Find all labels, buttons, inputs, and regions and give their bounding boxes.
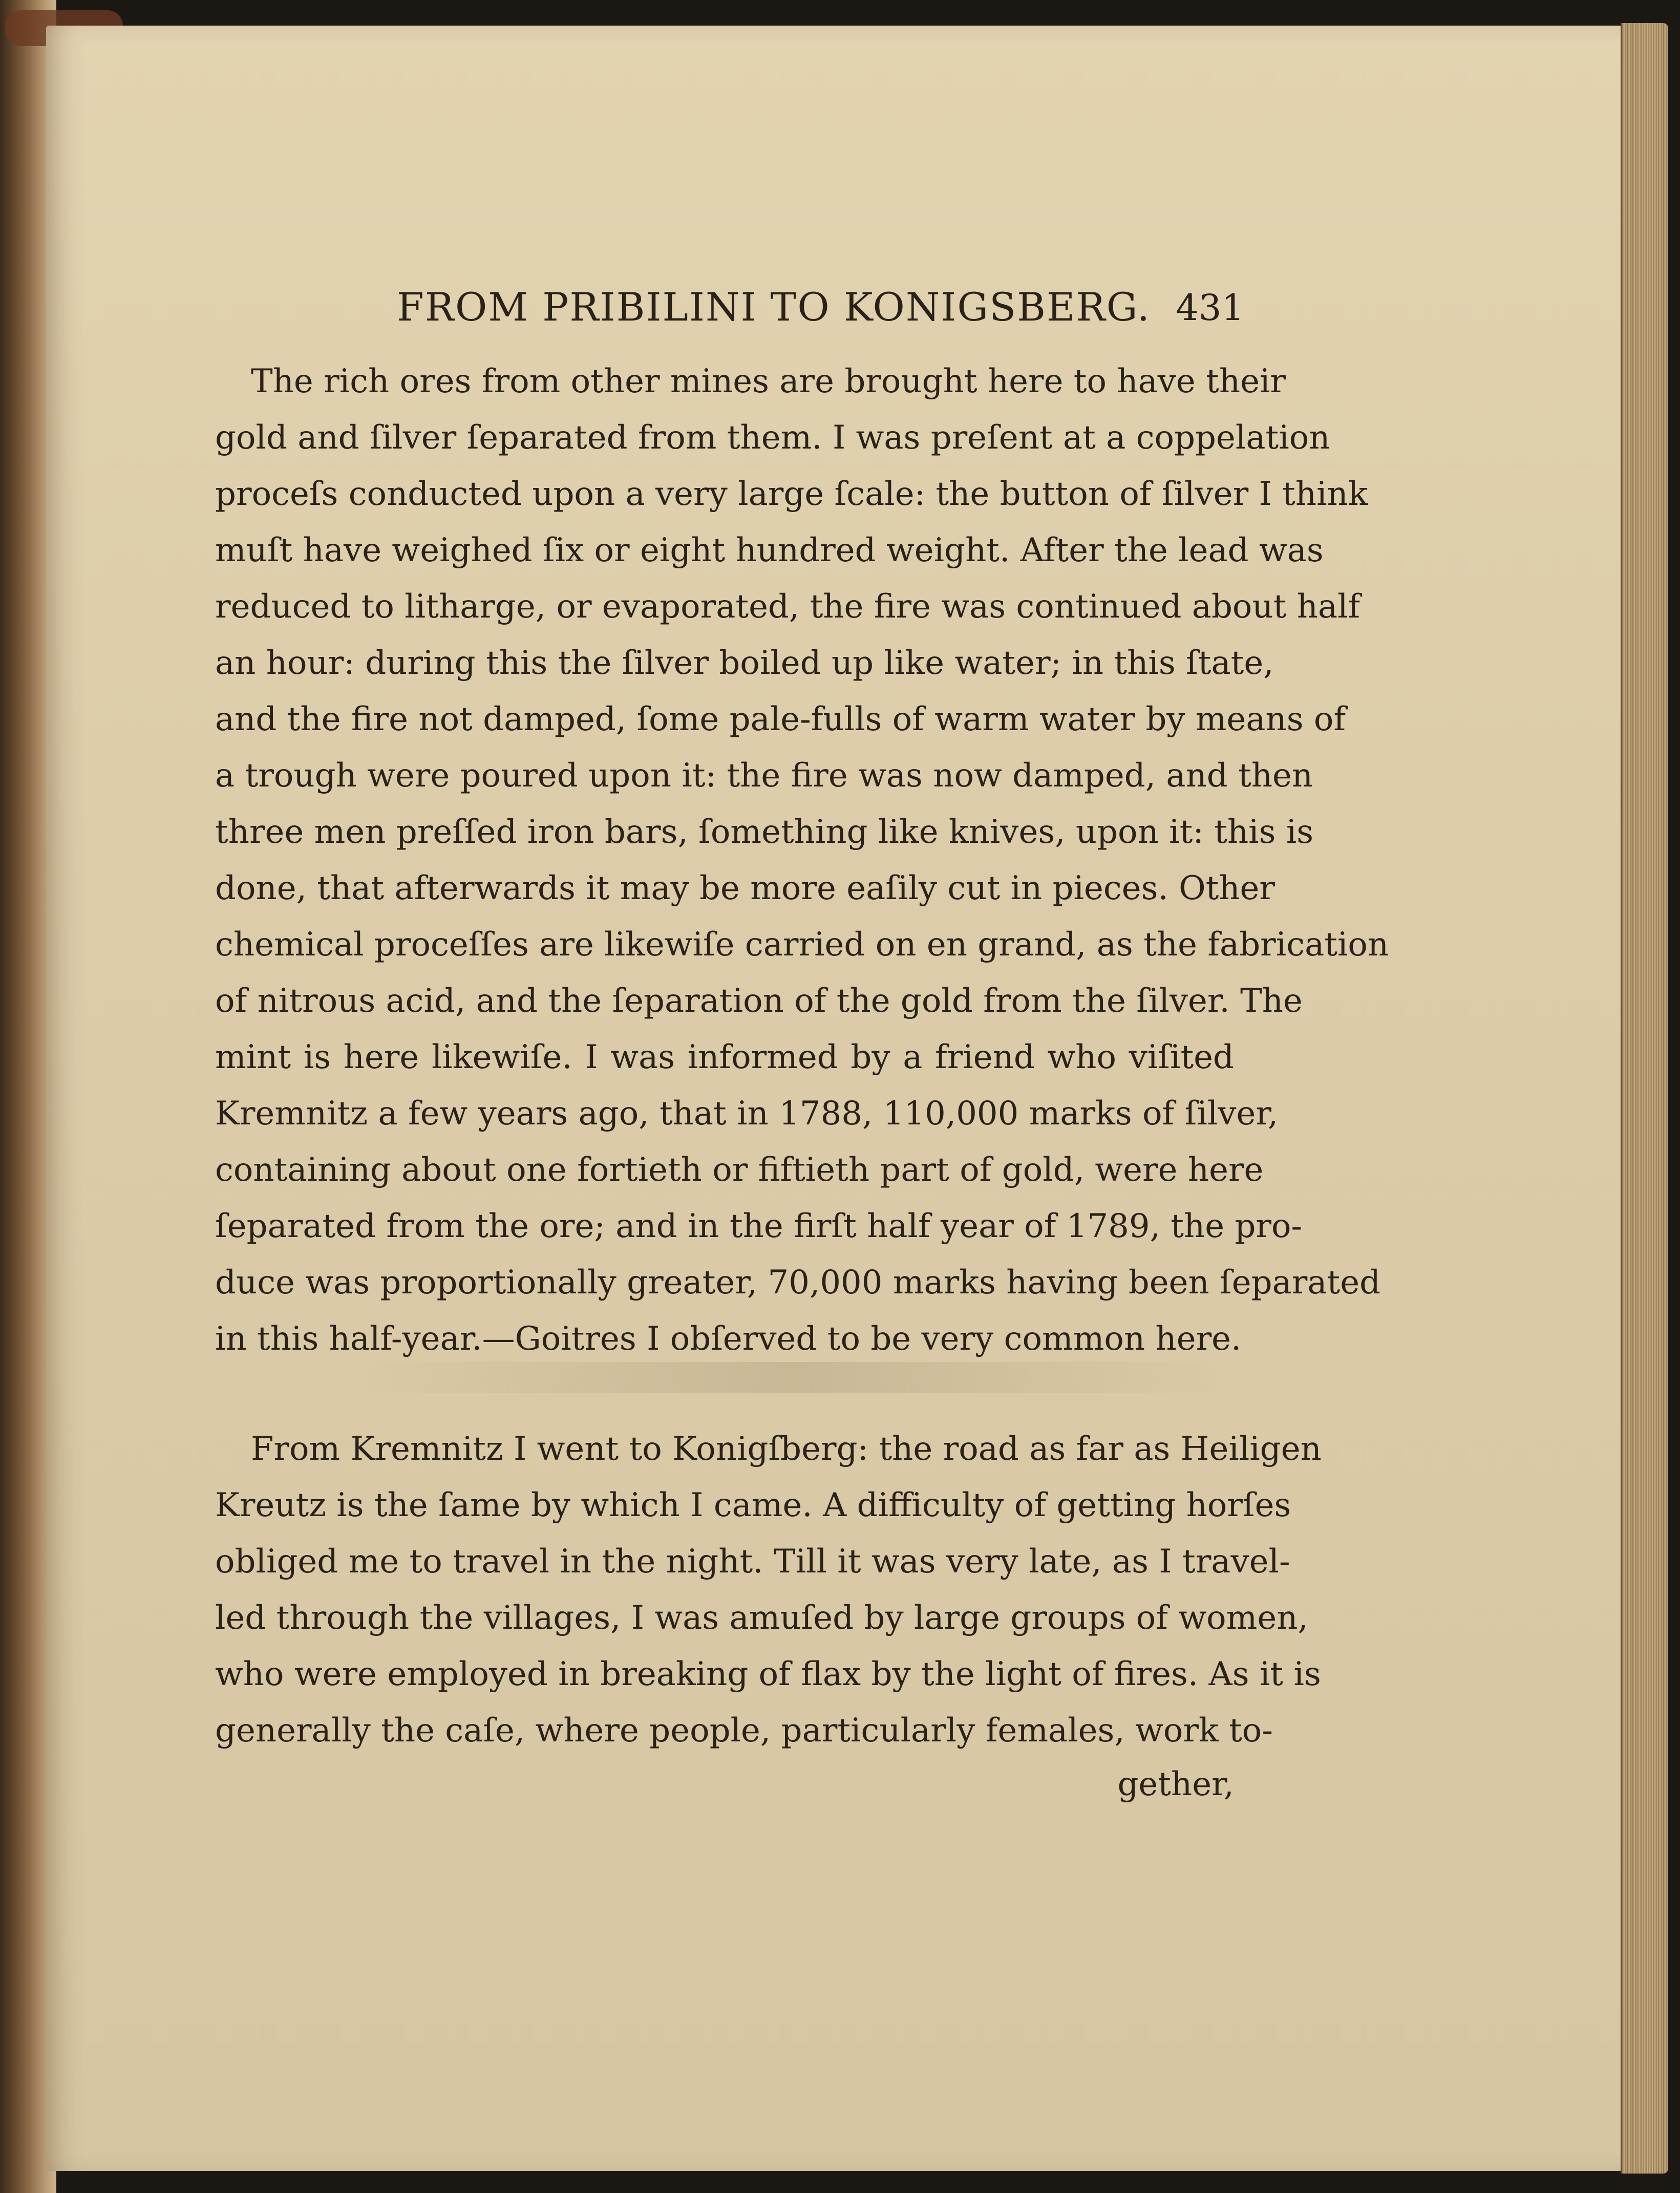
text-line: generally the caſe, where people, particularly females, work to- xyxy=(215,1712,1273,1750)
text-line: Kremnitz a few years ago, that in 1788, 110,000 marks of ſilver, xyxy=(215,1095,1279,1133)
text-line: three men preſſed iron bars, ſomething like knives, upon it: this is xyxy=(215,813,1314,851)
text-line: Kreutz is the ſame by which I came. A difficulty of getting horſes xyxy=(215,1486,1291,1524)
text-line: muſt have weighed ſix or eight hundred weight. After the lead was xyxy=(215,531,1324,569)
text-line: an hour: during this the ſilver boiled up like water; in this ſtate, xyxy=(215,644,1274,682)
page-edges xyxy=(1621,23,1668,2174)
text-line: containing about one fortieth or fiftieth part of gold, were here xyxy=(215,1151,1264,1189)
text-line: done, that afterwards it may be more eaſily cut in pieces. Other xyxy=(215,869,1275,907)
text-line: in this half-year.—Goitres I obſerved to be very common here. xyxy=(215,1320,1242,1358)
text-line: chemical proceſſes are likewiſe carried on en grand, as the fabrication xyxy=(215,926,1389,964)
page-number: 431 xyxy=(1176,287,1244,329)
text-line: who were employed in breaking of flax by the light of fires. As it is xyxy=(215,1655,1321,1693)
text-line: of nitrous acid, and the ſeparation of the gold from the ſilver. The xyxy=(215,982,1303,1020)
text-line: obliged me to travel in the night. Till it was very late, as I travel- xyxy=(215,1543,1290,1581)
catchword: gether, xyxy=(1117,1765,1234,1803)
text-line: proceſs conducted upon a very large ſcale: the button of ſilver I think xyxy=(215,475,1368,513)
text-line: led through the villages, I was amuſed by large groups of women, xyxy=(215,1599,1308,1637)
text-line: duce was proportionally greater, 70,000 marks having been ſeparated xyxy=(215,1264,1381,1302)
text-line: The rich ores from other mines are brought here to have their xyxy=(251,363,1286,400)
text-line: a trough were poured upon it: the fire was now damped, and then xyxy=(215,757,1313,795)
text-line: gold and ſilver ſeparated from them. I was preſent at a coppelation xyxy=(215,419,1330,457)
running-title: FROM PRIBILINI TO KONIGSBERG. xyxy=(397,284,1151,330)
text-line: mint is here likewiſe. I was informed by a friend who viſited xyxy=(215,1038,1234,1076)
text-line: reduced to litharge, or evaporated, the fire was continued about half xyxy=(215,588,1360,626)
text-line: From Kremnitz I went to Konigſberg: the road as far as Heiligen xyxy=(251,1430,1322,1468)
text-line: ſeparated from the ore; and in the firſt half year of 1789, the pro- xyxy=(215,1207,1303,1245)
text-line: and the fire not damped, ſome pale-fulls of warm water by means of xyxy=(215,700,1346,738)
